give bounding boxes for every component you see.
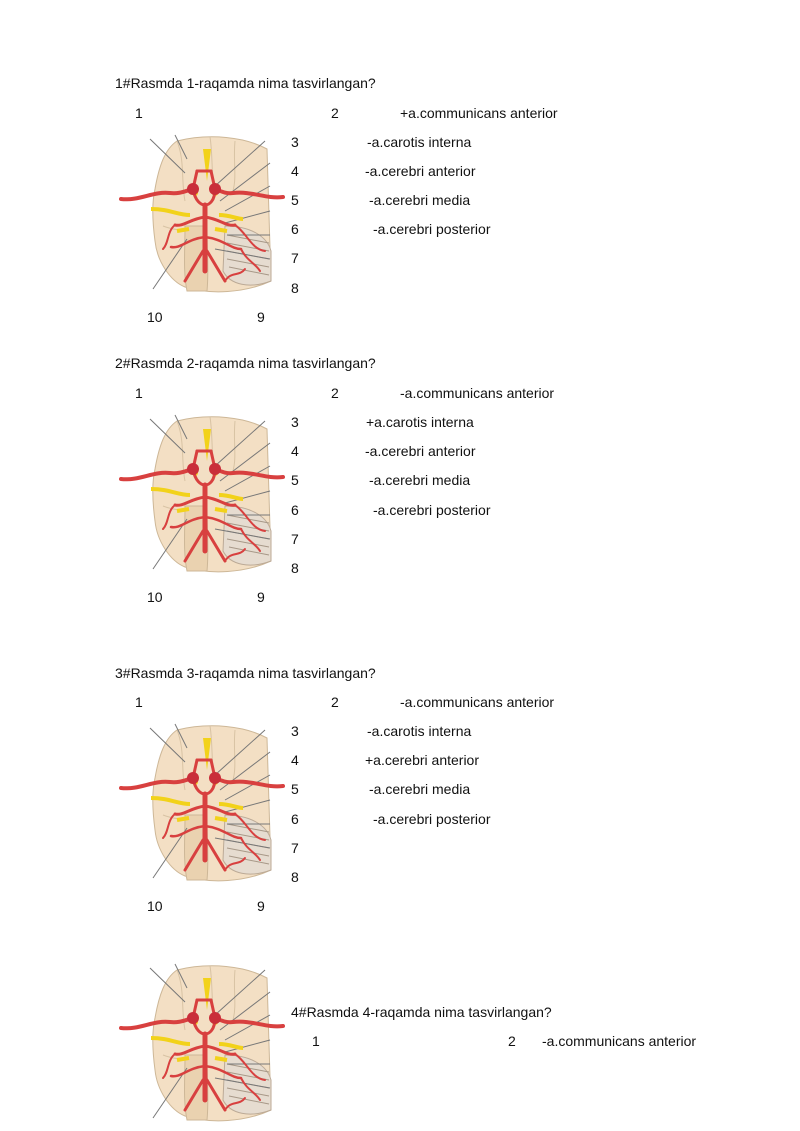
figure-label: 4 bbox=[291, 163, 299, 179]
figure-label: 7 bbox=[291, 840, 299, 856]
answer-option: -a.communicans anterior bbox=[400, 385, 555, 401]
brain-arteries-illustration bbox=[115, 960, 285, 1125]
figure-label: 6 bbox=[291, 221, 299, 237]
figure-label: 1 bbox=[312, 1033, 320, 1049]
answer-option: +a.communicans anterior bbox=[400, 105, 558, 121]
answer-option: -a.cerebri media bbox=[369, 472, 471, 488]
figure-label: 10 bbox=[147, 309, 163, 325]
figure-label: 8 bbox=[291, 869, 299, 885]
answer-option: -a.cerebri posterior bbox=[373, 221, 491, 237]
answer-option: -a.communicans anterior bbox=[542, 1033, 697, 1049]
figure-label: 7 bbox=[291, 250, 299, 266]
answer-option: -a.carotis interna bbox=[367, 134, 472, 150]
answer-option: -a.communicans anterior bbox=[400, 694, 555, 710]
figure-label: 4 bbox=[291, 443, 299, 459]
figure-label: 5 bbox=[291, 781, 299, 797]
question-title: 3#Rasmda 3-raqamda nima tasvirlangan? bbox=[115, 665, 376, 681]
answer-option: +a.carotis interna bbox=[366, 414, 474, 430]
figure-label: 3 bbox=[291, 414, 299, 430]
figure-label: 10 bbox=[147, 589, 163, 605]
figure-label: 2 bbox=[331, 105, 339, 121]
figure-label: 5 bbox=[291, 192, 299, 208]
figure-label: 6 bbox=[291, 502, 299, 518]
figure-label: 9 bbox=[257, 589, 265, 605]
brain-arteries-illustration bbox=[115, 411, 285, 576]
figure-label: 9 bbox=[257, 898, 265, 914]
figure-label: 10 bbox=[147, 898, 163, 914]
figure-label: 5 bbox=[291, 472, 299, 488]
figure-label: 7 bbox=[291, 531, 299, 547]
figure-label: 8 bbox=[291, 280, 299, 296]
brain-arteries-illustration bbox=[115, 131, 285, 296]
figure-label: 1 bbox=[135, 694, 143, 710]
answer-option: -a.cerebri anterior bbox=[365, 443, 476, 459]
figure-label: 1 bbox=[135, 385, 143, 401]
answer-option: -a.cerebri posterior bbox=[373, 502, 491, 518]
question-title: 2#Rasmda 2-raqamda nima tasvirlangan? bbox=[115, 355, 376, 371]
figure-label: 9 bbox=[257, 309, 265, 325]
answer-option: -a.cerebri anterior bbox=[365, 163, 476, 179]
answer-option: -a.cerebri media bbox=[369, 192, 471, 208]
answer-option: -a.carotis interna bbox=[367, 723, 472, 739]
figure-label: 2 bbox=[331, 385, 339, 401]
figure-label: 3 bbox=[291, 723, 299, 739]
figure-label: 1 bbox=[135, 105, 143, 121]
figure-label: 3 bbox=[291, 134, 299, 150]
answer-option: +a.cerebri anterior bbox=[365, 752, 480, 768]
question-title: 4#Rasmda 4-raqamda nima tasvirlangan? bbox=[291, 1004, 552, 1020]
brain-arteries-illustration bbox=[115, 720, 285, 885]
question-title: 1#Rasmda 1-raqamda nima tasvirlangan? bbox=[115, 75, 376, 91]
answer-option: -a.cerebri media bbox=[369, 781, 471, 797]
answer-option: -a.cerebri posterior bbox=[373, 811, 491, 827]
figure-label: 6 bbox=[291, 811, 299, 827]
figure-label: 8 bbox=[291, 560, 299, 576]
figure-label: 2 bbox=[331, 694, 339, 710]
figure-label: 2 bbox=[508, 1033, 516, 1049]
figure-label: 4 bbox=[291, 752, 299, 768]
